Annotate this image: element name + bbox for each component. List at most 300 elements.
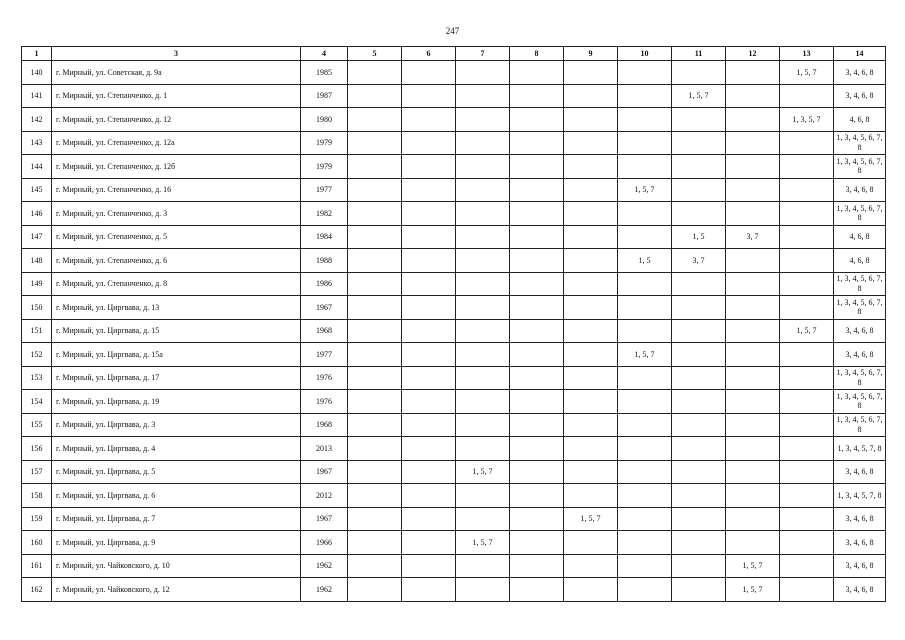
year-cell: 1967 [301,296,348,320]
col5-cell [348,413,402,437]
address-cell: г. Мирный, ул. Степанченко, д. 8 [52,272,301,296]
col11-cell [672,484,726,508]
table-body [22,61,886,602]
row-number-cell: 153 [22,366,52,390]
col6-cell [402,225,456,249]
col6-cell [402,61,456,85]
col14-cell: 3, 4, 6, 8 [834,531,886,555]
col10-cell [618,366,672,390]
col10-cell [618,390,672,414]
col13-cell: 1, 5, 7 [780,319,834,343]
col14-cell: 3, 4, 6, 8 [834,61,886,85]
col13-cell [780,249,834,273]
col7-cell [456,178,510,202]
column-header: 8 [510,47,564,61]
table-row [22,437,886,461]
row-number-cell: 149 [22,272,52,296]
col9-cell [564,437,618,461]
col8-cell [510,178,564,202]
col9-cell [564,366,618,390]
table-row [22,202,886,226]
col14-cell: 1, 3, 4, 5, 6, 7, 8 [834,296,886,320]
col5-cell [348,531,402,555]
col12-cell [726,108,780,132]
col12-cell: 1, 5, 7 [726,578,780,602]
col5-cell [348,84,402,108]
col8-cell [510,507,564,531]
page-number: 247 [445,26,460,36]
year-cell: 1968 [301,319,348,343]
year-cell: 1962 [301,578,348,602]
col6-cell [402,319,456,343]
col5-cell [348,272,402,296]
col11-cell [672,155,726,179]
column-header: 7 [456,47,510,61]
col6-cell [402,272,456,296]
col13-cell [780,343,834,367]
col6-cell [402,507,456,531]
table-row [22,343,886,367]
col8-cell [510,131,564,155]
year-cell: 1968 [301,413,348,437]
year-cell: 1979 [301,155,348,179]
col10-cell [618,531,672,555]
year-cell: 1976 [301,390,348,414]
col8-cell [510,484,564,508]
column-header: 6 [402,47,456,61]
row-number-cell: 144 [22,155,52,179]
col6-cell [402,460,456,484]
col5-cell [348,366,402,390]
col7-cell [456,578,510,602]
table-row [22,131,886,155]
year-cell: 2012 [301,484,348,508]
col8-cell [510,84,564,108]
col5-cell [348,390,402,414]
column-header: 9 [564,47,618,61]
year-cell: 1988 [301,249,348,273]
col14-cell: 1, 3, 4, 5, 6, 7, 8 [834,131,886,155]
col5-cell [348,554,402,578]
table-row [22,272,886,296]
col7-cell [456,61,510,85]
col13-cell [780,225,834,249]
col13-cell [780,178,834,202]
col11-cell [672,366,726,390]
year-cell: 1966 [301,531,348,555]
col7-cell [456,413,510,437]
year-cell: 1985 [301,61,348,85]
col12-cell [726,155,780,179]
col6-cell [402,108,456,132]
col9-cell [564,296,618,320]
col12-cell [726,366,780,390]
col9-cell [564,108,618,132]
col7-cell [456,343,510,367]
col11-cell [672,272,726,296]
col14-cell: 3, 4, 6, 8 [834,319,886,343]
col5-cell [348,484,402,508]
col14-cell: 4, 6, 8 [834,225,886,249]
col9-cell [564,225,618,249]
col12-cell [726,484,780,508]
col13-cell [780,578,834,602]
col14-cell: 3, 4, 6, 8 [834,578,886,602]
table-row [22,319,886,343]
col7-cell [456,249,510,273]
year-cell: 1967 [301,507,348,531]
table-row [22,578,886,602]
col9-cell [564,554,618,578]
address-cell: г. Мирный, ул. Степанченко, д. 3 [52,202,301,226]
col6-cell [402,437,456,461]
row-number-cell: 142 [22,108,52,132]
table-row [22,507,886,531]
table-row [22,531,886,555]
col11-cell [672,202,726,226]
col5-cell [348,296,402,320]
col7-cell [456,155,510,179]
col12-cell [726,61,780,85]
col12-cell [726,413,780,437]
col7-cell: 1, 5, 7 [456,531,510,555]
address-cell: г. Мирный, ул. Степанченко, д. 5 [52,225,301,249]
column-header: 13 [780,47,834,61]
col9-cell [564,390,618,414]
table-row [22,413,886,437]
col12-cell: 3, 7 [726,225,780,249]
col13-cell [780,272,834,296]
year-cell: 1977 [301,178,348,202]
col7-cell [456,507,510,531]
col12-cell [726,131,780,155]
col10-cell [618,460,672,484]
col13-cell [780,413,834,437]
col10-cell: 1, 5, 7 [618,178,672,202]
col11-cell [672,531,726,555]
col12-cell [726,343,780,367]
row-number-cell: 157 [22,460,52,484]
row-number-cell: 140 [22,61,52,85]
row-number-cell: 154 [22,390,52,414]
col6-cell [402,249,456,273]
col11-cell: 1, 5 [672,225,726,249]
address-cell: г. Мирный, ул. Циргвава, д. 3 [52,413,301,437]
col6-cell [402,390,456,414]
col6-cell [402,84,456,108]
col5-cell [348,108,402,132]
row-number-cell: 145 [22,178,52,202]
column-header: 5 [348,47,402,61]
col11-cell [672,578,726,602]
col6-cell [402,131,456,155]
col12-cell: 1, 5, 7 [726,554,780,578]
col13-cell [780,460,834,484]
col10-cell [618,554,672,578]
col9-cell [564,61,618,85]
table-row [22,61,886,85]
col10-cell [618,578,672,602]
col11-cell [672,437,726,461]
col6-cell [402,296,456,320]
table-row [22,108,886,132]
year-cell: 1977 [301,343,348,367]
col10-cell [618,108,672,132]
col13-cell [780,155,834,179]
row-number-cell: 161 [22,554,52,578]
col10-cell [618,202,672,226]
col8-cell [510,554,564,578]
col11-cell [672,61,726,85]
col14-cell: 1, 3, 4, 5, 6, 7, 8 [834,390,886,414]
col8-cell [510,366,564,390]
col7-cell [456,108,510,132]
col10-cell [618,272,672,296]
col14-cell: 3, 4, 6, 8 [834,343,886,367]
col8-cell [510,108,564,132]
col7-cell [456,202,510,226]
housing-table [21,46,886,602]
table-row [22,178,886,202]
address-cell: г. Мирный, ул. Циргвава, д. 15а [52,343,301,367]
col8-cell [510,437,564,461]
col7-cell [456,390,510,414]
col9-cell [564,272,618,296]
col9-cell [564,202,618,226]
column-header: 12 [726,47,780,61]
col8-cell [510,531,564,555]
col9-cell [564,531,618,555]
col8-cell [510,272,564,296]
col10-cell [618,131,672,155]
col8-cell [510,61,564,85]
table-row [22,484,886,508]
col9-cell: 1, 5, 7 [564,507,618,531]
col12-cell [726,249,780,273]
col6-cell [402,554,456,578]
col13-cell [780,554,834,578]
column-header: 4 [301,47,348,61]
address-cell: г. Мирный, ул. Чайковского, д. 10 [52,554,301,578]
col7-cell [456,554,510,578]
col7-cell [456,484,510,508]
col10-cell [618,296,672,320]
col7-cell [456,319,510,343]
col8-cell [510,460,564,484]
col6-cell [402,202,456,226]
address-cell: г. Мирный, ул. Циргвава, д. 9 [52,531,301,555]
col9-cell [564,178,618,202]
table-row [22,155,886,179]
col13-cell [780,484,834,508]
col6-cell [402,484,456,508]
year-cell: 1982 [301,202,348,226]
column-header: 3 [52,47,301,61]
col8-cell [510,319,564,343]
address-cell: г. Мирный, ул. Советская, д. 9а [52,61,301,85]
year-cell: 1976 [301,366,348,390]
col10-cell [618,507,672,531]
col9-cell [564,319,618,343]
col5-cell [348,225,402,249]
col7-cell [456,366,510,390]
col14-cell: 3, 4, 6, 8 [834,460,886,484]
col13-cell [780,131,834,155]
col13-cell [780,507,834,531]
table-row [22,554,886,578]
col9-cell [564,131,618,155]
col6-cell [402,578,456,602]
table-row [22,366,886,390]
col9-cell [564,84,618,108]
col11-cell [672,131,726,155]
col14-cell: 3, 4, 6, 8 [834,507,886,531]
address-cell: г. Мирный, ул. Циргвава, д. 6 [52,484,301,508]
col11-cell [672,413,726,437]
address-cell: г. Мирный, ул. Циргвава, д. 5 [52,460,301,484]
col5-cell [348,460,402,484]
col10-cell [618,61,672,85]
year-cell: 1979 [301,131,348,155]
address-cell: г. Мирный, ул. Циргвава, д. 7 [52,507,301,531]
col14-cell: 4, 6, 8 [834,108,886,132]
address-cell: г. Мирный, ул. Циргвава, д. 19 [52,390,301,414]
table-row [22,84,886,108]
address-cell: г. Мирный, ул. Степанченко, д. 16 [52,178,301,202]
row-number-cell: 156 [22,437,52,461]
col14-cell: 1, 3, 4, 5, 6, 7, 8 [834,413,886,437]
col6-cell [402,531,456,555]
col9-cell [564,484,618,508]
col8-cell [510,578,564,602]
row-number-cell: 155 [22,413,52,437]
table-row [22,225,886,249]
col12-cell [726,507,780,531]
col14-cell: 1, 3, 4, 5, 6, 7, 8 [834,155,886,179]
table-row [22,460,886,484]
col8-cell [510,202,564,226]
col11-cell [672,460,726,484]
col7-cell [456,84,510,108]
col6-cell [402,343,456,367]
col13-cell [780,84,834,108]
col11-cell: 1, 5, 7 [672,84,726,108]
col12-cell [726,84,780,108]
row-number-cell: 162 [22,578,52,602]
col12-cell [726,178,780,202]
col9-cell [564,413,618,437]
col14-cell: 3, 4, 6, 8 [834,178,886,202]
col5-cell [348,437,402,461]
year-cell: 1984 [301,225,348,249]
col12-cell [726,437,780,461]
col9-cell [564,249,618,273]
row-number-cell: 152 [22,343,52,367]
row-number-cell: 141 [22,84,52,108]
table-row [22,390,886,414]
year-cell: 1962 [301,554,348,578]
col12-cell [726,390,780,414]
col5-cell [348,202,402,226]
year-cell: 1986 [301,272,348,296]
address-cell: г. Мирный, ул. Степанченко, д. 6 [52,249,301,273]
col14-cell: 3, 4, 6, 8 [834,554,886,578]
col8-cell [510,155,564,179]
row-number-cell: 151 [22,319,52,343]
col9-cell [564,155,618,179]
col12-cell [726,272,780,296]
col8-cell [510,296,564,320]
column-header: 14 [834,47,886,61]
col13-cell [780,366,834,390]
address-cell: г. Мирный, ул. Циргвава, д. 17 [52,366,301,390]
col11-cell [672,319,726,343]
col12-cell [726,460,780,484]
col14-cell: 1, 3, 4, 5, 6, 7, 8 [834,272,886,296]
address-cell: г. Мирный, ул. Степанченко, д. 1 [52,84,301,108]
year-cell: 1967 [301,460,348,484]
col7-cell [456,225,510,249]
col10-cell [618,155,672,179]
address-cell: г. Мирный, ул. Циргвава, д. 4 [52,437,301,461]
row-number-cell: 150 [22,296,52,320]
col14-cell: 4, 6, 8 [834,249,886,273]
col13-cell [780,437,834,461]
col13-cell [780,390,834,414]
col10-cell [618,84,672,108]
col10-cell [618,225,672,249]
col12-cell [726,202,780,226]
col6-cell [402,413,456,437]
year-cell: 2013 [301,437,348,461]
col13-cell: 1, 3, 5, 7 [780,108,834,132]
col8-cell [510,390,564,414]
row-number-cell: 146 [22,202,52,226]
col11-cell [672,390,726,414]
address-cell: г. Мирный, ул. Циргвава, д. 13 [52,296,301,320]
col11-cell [672,178,726,202]
address-cell: г. Мирный, ул. Чайковского, д. 12 [52,578,301,602]
column-header: 10 [618,47,672,61]
address-cell: г. Мирный, ул. Степанченко, д. 12б [52,155,301,179]
col8-cell [510,249,564,273]
header-row [22,47,886,61]
col14-cell: 1, 3, 4, 5, 7, 8 [834,437,886,461]
col13-cell [780,202,834,226]
col9-cell [564,343,618,367]
col10-cell [618,319,672,343]
col11-cell: 3, 7 [672,249,726,273]
col12-cell [726,531,780,555]
row-number-cell: 147 [22,225,52,249]
col9-cell [564,578,618,602]
col10-cell [618,484,672,508]
table-row [22,249,886,273]
col14-cell: 1, 3, 4, 5, 6, 7, 8 [834,202,886,226]
year-cell: 1987 [301,84,348,108]
col5-cell [348,507,402,531]
col7-cell [456,272,510,296]
col8-cell [510,343,564,367]
col8-cell [510,225,564,249]
col11-cell [672,554,726,578]
col12-cell [726,319,780,343]
col5-cell [348,343,402,367]
column-header: 11 [672,47,726,61]
col14-cell: 1, 3, 4, 5, 6, 7, 8 [834,366,886,390]
col6-cell [402,155,456,179]
column-header: 1 [22,47,52,61]
